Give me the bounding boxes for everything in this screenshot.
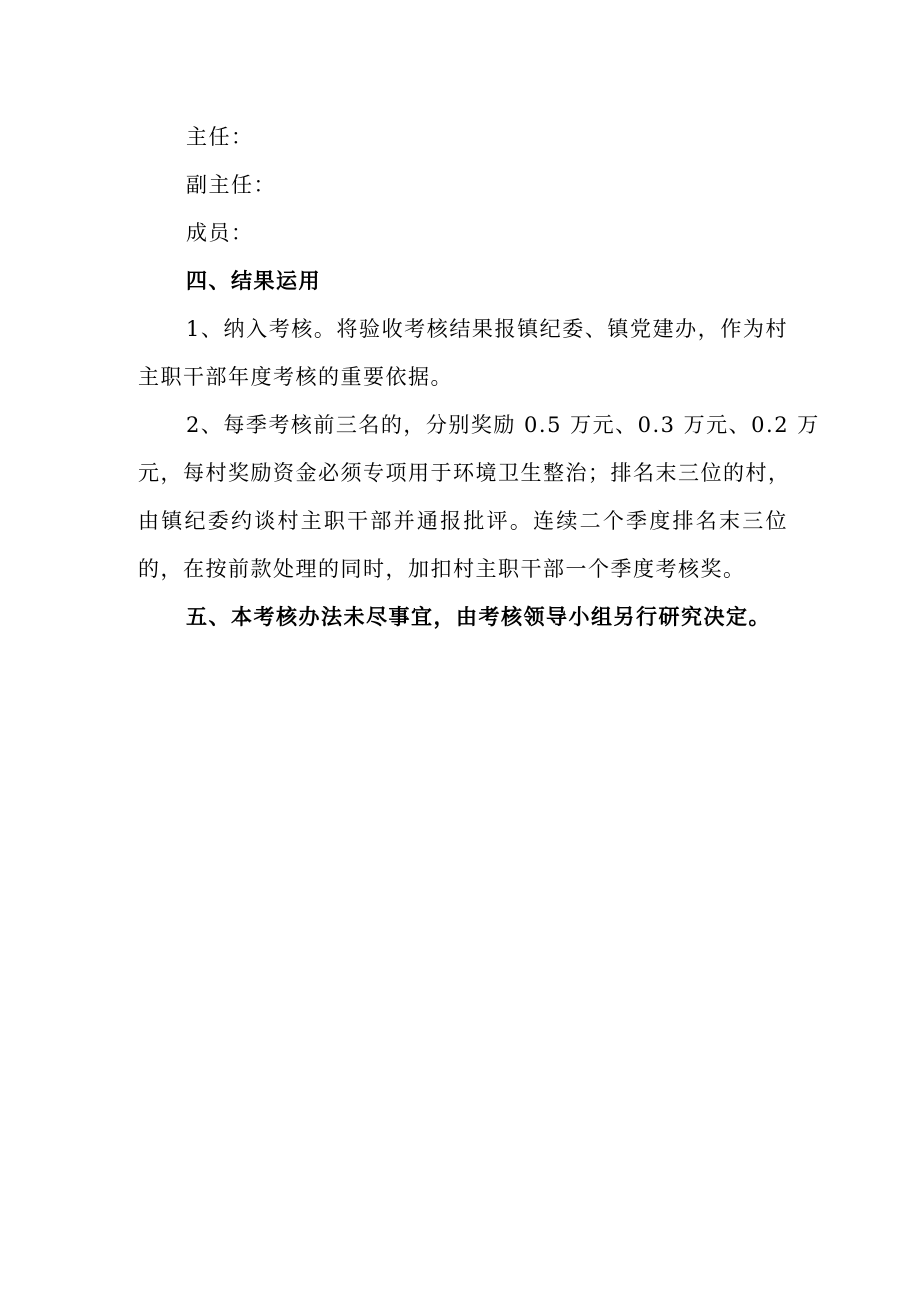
section-4-heading: 四、结果运用 <box>186 269 321 293</box>
section-5-heading: 五、本考核办法未尽事宜，由考核领导小组另行研究决定。 <box>186 605 771 629</box>
role-director: 主任： <box>186 125 254 149</box>
item-2-line-1: 2、每季考核前三名的，分别奖励 0.5 万元、0.3 万元、0.2 万 <box>186 413 820 437</box>
document-body <box>138 113 820 641</box>
item-2-line-3: 由镇纪委约谈村主职干部并通报批评。连续二个季度排名末三位 <box>138 509 788 533</box>
item-2-paragraph <box>138 401 820 593</box>
role-members: 成员： <box>186 221 254 245</box>
item-1-paragraph <box>138 305 788 401</box>
item-1-line-2: 主职干部年度考核的重要依据。 <box>138 365 453 389</box>
item-1-line-1: 1、纳入考核。将验收考核结果报镇纪委、镇党建办，作为村 <box>186 317 788 341</box>
role-deputy-director: 副主任： <box>186 173 276 197</box>
item-2-line-4: 的，在按前款处理的同时，加扣村主职干部一个季度考核奖。 <box>138 557 746 581</box>
item-2-line-2: 元，每村奖励资金必须专项用于环境卫生整治；排名末三位的村， <box>138 461 791 485</box>
